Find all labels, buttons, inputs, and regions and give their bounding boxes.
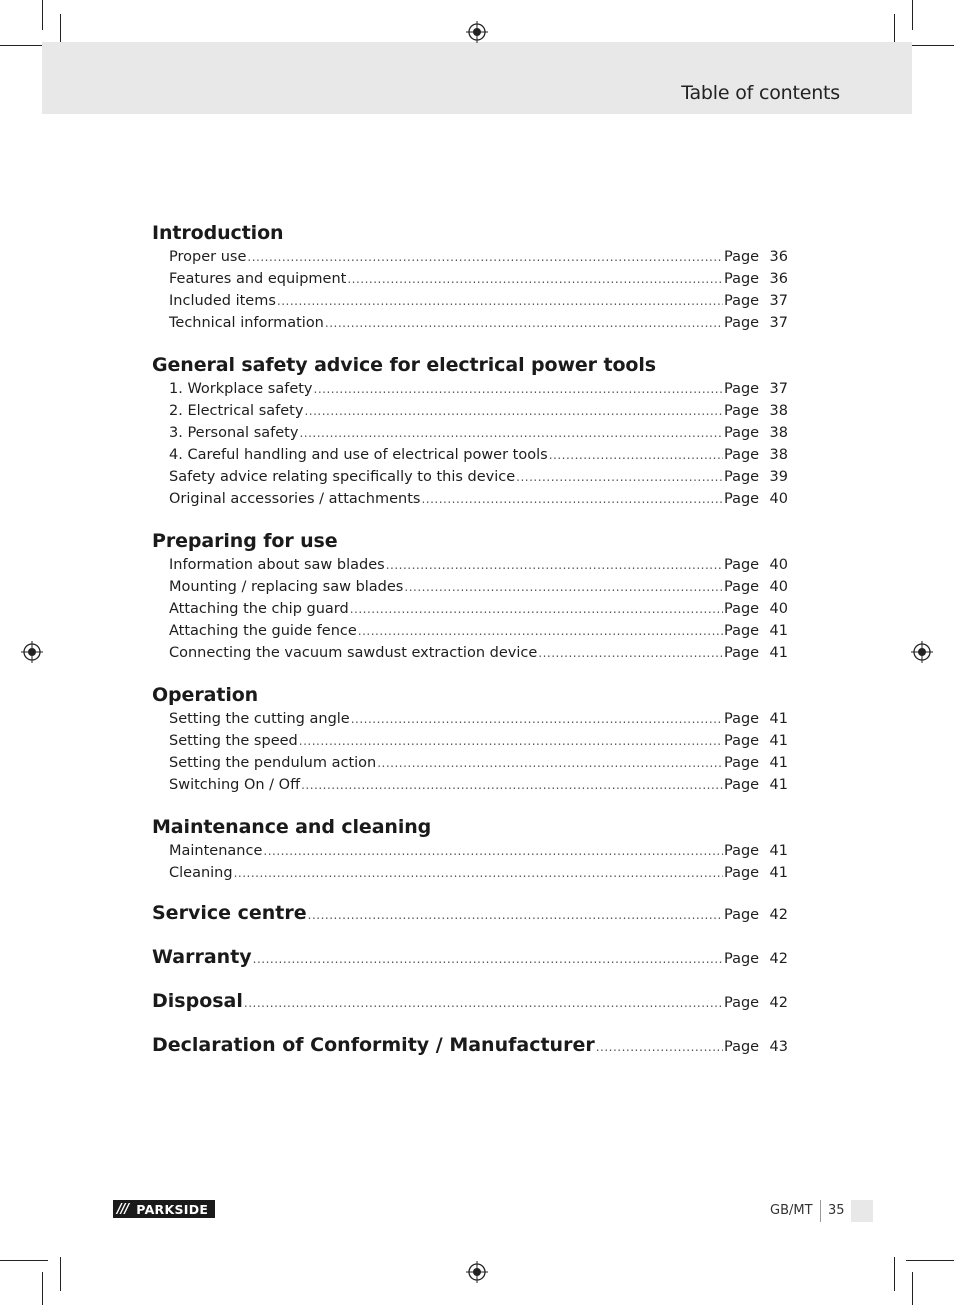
entry-label: 1. Workplace safety (169, 381, 313, 397)
page-number: 37 (769, 381, 788, 397)
registration-mark-icon (911, 641, 933, 663)
crop-mark (906, 45, 954, 46)
toc-main-entry[interactable] (152, 1030, 788, 1060)
page-number: 39 (769, 469, 788, 485)
section-title: General safety advice for electrical power tools (152, 354, 656, 376)
dot-leader (308, 900, 723, 930)
page-word: Page (724, 755, 760, 771)
page-word: Page (724, 711, 760, 727)
page-word: Page (724, 557, 760, 573)
entry-label: Technical information (169, 315, 324, 331)
page-number: 41 (769, 777, 788, 793)
section-title: Introduction (152, 222, 284, 244)
page-word: Page (724, 601, 760, 617)
dot-leader (299, 422, 723, 444)
toc-entry[interactable] (152, 246, 788, 268)
page-number: 42 (769, 995, 788, 1011)
dot-leader (347, 268, 723, 290)
dot-leader (244, 988, 723, 1018)
dot-leader (301, 774, 723, 796)
toc-entry[interactable] (152, 488, 788, 510)
page-word: Page (724, 995, 760, 1011)
entry-label: Connecting the vacuum sawdust extraction device (169, 645, 538, 661)
main-entry-label: Warranty (152, 946, 252, 968)
footer-language: GB/MT (770, 1203, 813, 1218)
page-number: 40 (769, 601, 788, 617)
entry-label: 3. Personal safety (169, 425, 299, 441)
page-word: Page (724, 733, 760, 749)
page-number: 36 (769, 271, 788, 287)
toc-main-entry[interactable] (152, 898, 788, 928)
toc-entry[interactable] (152, 444, 788, 466)
toc-entry[interactable] (152, 708, 788, 730)
main-entry-label: Disposal (152, 990, 243, 1012)
registration-mark-icon (466, 1261, 488, 1283)
dot-leader (299, 730, 723, 752)
toc-entry[interactable] (152, 862, 788, 884)
page-word: Page (724, 645, 760, 661)
entry-label: Maintenance (169, 843, 263, 859)
page-number: 41 (769, 733, 788, 749)
toc-entry[interactable] (152, 774, 788, 796)
crop-mark (0, 1260, 48, 1261)
page-number: 41 (769, 843, 788, 859)
toc-entry[interactable] (152, 576, 788, 598)
toc-entry[interactable] (152, 598, 788, 620)
page-word: Page (724, 579, 760, 595)
page-word: Page (724, 491, 760, 507)
page-number: 40 (769, 579, 788, 595)
toc-entry[interactable] (152, 642, 788, 664)
entry-label: Included items (169, 293, 276, 309)
crop-mark (912, 1272, 913, 1305)
entry-label: Switching On / Off (169, 777, 301, 793)
crop-mark (894, 1257, 895, 1291)
toc-main-entry[interactable] (152, 942, 788, 972)
dot-leader (314, 378, 723, 400)
page-word: Page (724, 623, 760, 639)
page-number: 42 (769, 907, 788, 923)
section-title: Maintenance and cleaning (152, 816, 432, 838)
crop-mark (912, 0, 913, 30)
crop-mark (906, 1260, 954, 1261)
page-word: Page (724, 425, 760, 441)
dot-leader (358, 620, 723, 642)
entry-label: Attaching the guide fence (169, 623, 357, 639)
page-word: Page (724, 951, 760, 967)
dot-leader (234, 862, 723, 884)
page-number: 37 (769, 315, 788, 331)
dot-leader (304, 400, 723, 422)
page-word: Page (724, 315, 760, 331)
toc-section-general-safety (152, 352, 788, 510)
toc-section-introduction (152, 220, 788, 334)
registration-mark-icon (466, 21, 488, 43)
main-entry-label: Declaration of Conformity / Manufacturer (152, 1034, 595, 1056)
entry-label: Features and equipment (169, 271, 347, 287)
page-number: 41 (769, 865, 788, 881)
page-word: Page (724, 249, 760, 265)
table-of-contents (152, 220, 788, 1074)
toc-entry[interactable] (152, 290, 788, 312)
page-word: Page (724, 447, 760, 463)
entry-label: 4. Careful handling and use of electrical power tools (169, 447, 548, 463)
toc-section-operation (152, 682, 788, 796)
entry-label: Setting the pendulum action (169, 755, 377, 771)
dot-leader (549, 444, 723, 466)
dot-leader (421, 488, 723, 510)
page-word: Page (724, 907, 760, 923)
page-word: Page (724, 843, 760, 859)
dot-leader (247, 246, 723, 268)
entry-label: Original accessories / attachments (169, 491, 421, 507)
crop-mark (60, 1257, 61, 1291)
toc-entry[interactable] (152, 840, 788, 862)
registration-mark-icon (21, 641, 43, 663)
main-entry-label: Service centre (152, 902, 307, 924)
toc-entry[interactable] (152, 730, 788, 752)
page-word: Page (724, 381, 760, 397)
entry-label: Information about saw blades (169, 557, 385, 573)
toc-entry[interactable] (152, 620, 788, 642)
toc-section-preparing (152, 528, 788, 664)
dot-leader (263, 840, 723, 862)
page-word: Page (724, 271, 760, 287)
page-number: 41 (769, 623, 788, 639)
page-word: Page (724, 1039, 760, 1055)
logo-stripes: /// (117, 1201, 129, 1217)
dot-leader (253, 944, 723, 974)
footer-divider (820, 1200, 821, 1222)
toc-entry[interactable] (152, 554, 788, 576)
toc-entry[interactable] (152, 466, 788, 488)
logo-text: PARKSIDE (136, 1201, 209, 1217)
page-number: 38 (769, 425, 788, 441)
page-number: 42 (769, 951, 788, 967)
entry-label: Cleaning (169, 865, 233, 881)
page-word: Page (724, 865, 760, 881)
page-number: 38 (769, 447, 788, 463)
toc-entry[interactable] (152, 312, 788, 334)
entry-label: Proper use (169, 249, 247, 265)
entry-label: Attaching the chip guard (169, 601, 349, 617)
dot-leader (377, 752, 723, 774)
entry-label: Setting the speed (169, 733, 298, 749)
section-title: Preparing for use (152, 530, 338, 552)
page-word: Page (724, 293, 760, 309)
dot-leader (325, 312, 723, 334)
page-number: 43 (769, 1039, 788, 1055)
entry-label: 2. Electrical safety (169, 403, 304, 419)
toc-section-maintenance (152, 814, 788, 884)
toc-entry[interactable] (152, 422, 788, 444)
dot-leader (386, 554, 723, 576)
entry-label: Safety advice relating specifically to this device (169, 469, 516, 485)
dot-leader (516, 466, 723, 488)
dot-leader (350, 598, 723, 620)
page-word: Page (724, 403, 760, 419)
dot-leader (351, 708, 723, 730)
crop-mark (42, 0, 43, 30)
footer-page-number: 35 (828, 1203, 845, 1218)
dot-leader (538, 642, 723, 664)
entry-label: Setting the cutting angle (169, 711, 350, 727)
page-number: 41 (769, 711, 788, 727)
toc-entry[interactable] (152, 268, 788, 290)
toc-entry[interactable] (152, 378, 788, 400)
page-number: 40 (769, 491, 788, 507)
crop-mark (0, 45, 48, 46)
page-number: 36 (769, 249, 788, 265)
page-number: 40 (769, 557, 788, 573)
parkside-logo (113, 1200, 215, 1218)
page-title: Table of contents (681, 82, 840, 104)
page-number: 37 (769, 293, 788, 309)
page-word: Page (724, 777, 760, 793)
toc-entry[interactable] (152, 752, 788, 774)
entry-label: Mounting / replacing saw blades (169, 579, 404, 595)
crop-mark (42, 1272, 43, 1305)
page-number: 41 (769, 755, 788, 771)
footer-tab (851, 1200, 873, 1222)
section-title: Operation (152, 684, 259, 706)
toc-main-entry[interactable] (152, 986, 788, 1016)
dot-leader (404, 576, 723, 598)
dot-leader (596, 1032, 723, 1062)
header-band (42, 42, 912, 114)
toc-entry[interactable] (152, 400, 788, 422)
dot-leader (277, 290, 723, 312)
page-number: 41 (769, 645, 788, 661)
page-number: 38 (769, 403, 788, 419)
page-word: Page (724, 469, 760, 485)
